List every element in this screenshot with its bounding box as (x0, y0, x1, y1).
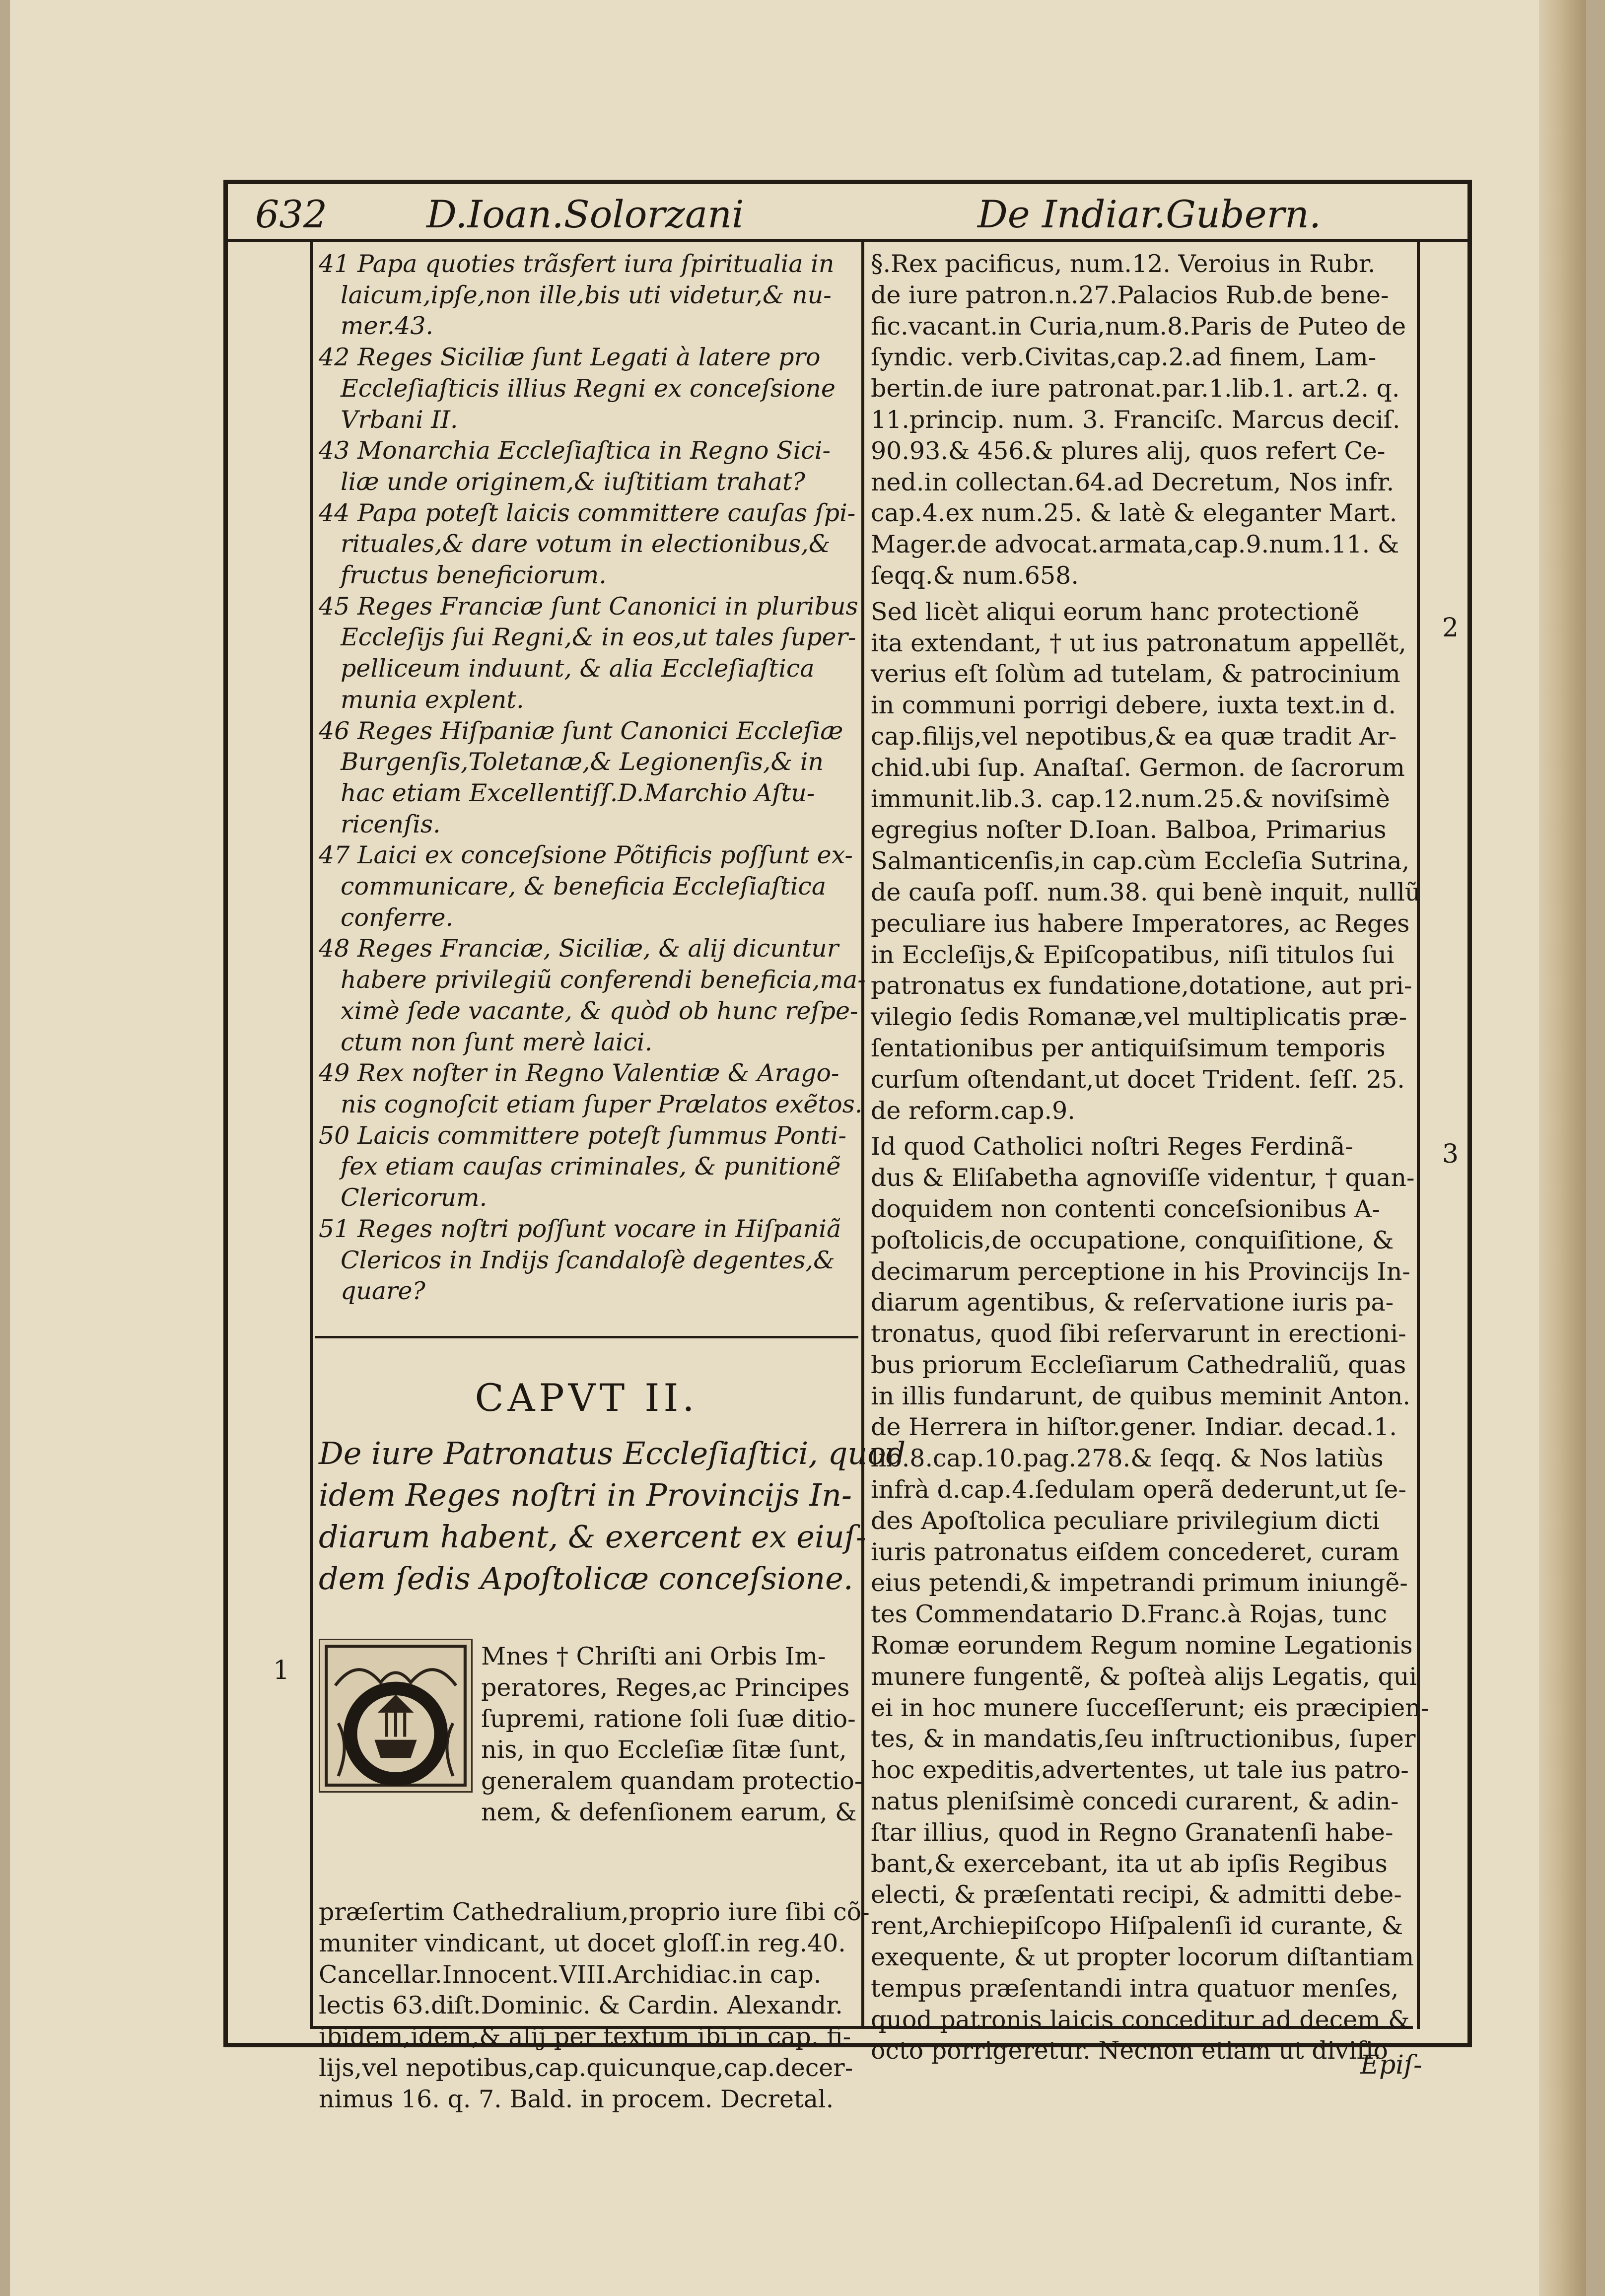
summary-line: 42 Reges Siciliæ ſunt Legati à latere pro (319, 343, 821, 372)
body-line: infrà d.cap.4.ſedulam operã dederunt,ut ſe- (871, 1475, 1406, 1504)
body-line: de Herrera in hiſtor.gener. Indiar. decad.1. (871, 1413, 1397, 1442)
body-line: nis, in quo Eccleſiæ ſitæ ſunt, (481, 1736, 847, 1764)
body-line: Cancellar.Innocent.VIII.Archidiac.in cap. (319, 1960, 822, 1989)
summary-line: laicum,ipſe,non ille,bis uti videtur,& nu- (341, 280, 832, 309)
body-line: 11.princip. num. 3. Franciſc. Marcus deciſ. (871, 405, 1400, 434)
body-line: tes Commendatario D.Franc.à Rojas, tunc (871, 1600, 1388, 1629)
body-line: octo porrigeretur. Necnon etiam ut diviſio (871, 2036, 1388, 2065)
catchword: Epiſ- (1360, 2050, 1422, 2080)
body-line: doquidem non contenti conceſsionibus A- (871, 1194, 1380, 1223)
summary-line: hac etiam Excellentiſſ.D.Marchio Aſtu- (341, 778, 815, 807)
body-line: lijs,vel nepotibus,cap.quicunque,cap.decer- (319, 2053, 853, 2082)
right-margin-rule (1417, 241, 1420, 2029)
body-line: patronatus ex fundatione,dotatione, aut pri- (871, 972, 1412, 1000)
summary-item (319, 591, 858, 716)
summary-line: Clericorum. (341, 1183, 488, 1212)
running-author: D.Ioan.Solorzani (426, 192, 744, 236)
chapter-rubric (319, 1433, 906, 1600)
body-line: quod patronis laicis conceditur ad decem & (871, 2005, 1410, 2034)
summary-line: Vrbani II. (341, 405, 458, 434)
body-line: muniter vindicant, ut docet gloſſ.in reg.40. (319, 1929, 846, 1957)
body-line: iuris patronatus eiſdem concederet, curam (871, 1537, 1399, 1566)
body-line: fic.vacant.in Curia,num.8.Paris de Puteo de (871, 312, 1406, 341)
body-line: des Apoſtolica peculiare privilegium dicti (871, 1506, 1380, 1535)
paragraph (871, 1131, 1429, 2067)
rubric-line: dem ſedis Apoſtolicæ conceſsione. (319, 1560, 853, 1597)
summary-item (319, 342, 855, 435)
summary-item (319, 1058, 863, 1120)
summary-line: 43 Monarchia Eccleſiaſtica in Regno Sici- (319, 436, 831, 465)
body-line: cap.4.ex num.25. & latè & eleganter Mart. (871, 499, 1397, 528)
summary-item (319, 840, 855, 933)
summary-line: pelliceum induunt, & alia Eccleſiaſtica (341, 654, 815, 683)
body-line: Salmanticenſis,in cap.cùm Eccleſia Sutrina, (871, 847, 1410, 876)
body-line: in illis fundarunt, de quibus meminit Anton. (871, 1382, 1410, 1410)
body-line: ſentationibus per antiquiſsimum temporis (871, 1034, 1386, 1062)
summary-line: 44 Papa poteſt laicis committere cauſas ſpi- (319, 498, 856, 527)
summary-item (319, 1214, 855, 1307)
page-number: 632 (255, 192, 328, 236)
body-line: de iure patron.n.27.Palacios Rub.de bene- (871, 280, 1389, 309)
body-line: ſupremi, ratione ſoli ſuæ ditio- (481, 1704, 856, 1733)
body-line: ibidem,idem,& alij per textum ibi in cap. fi- (319, 2022, 851, 2051)
summary-line: Eccleſijs ſui Regni,& in eos,ut tales ſuper- (341, 623, 856, 652)
body-line: generalem quandam protectio- (481, 1767, 863, 1796)
body-line: exequente, & ut propter locorum diſtantiam (871, 1943, 1414, 1972)
summary-line: 48 Reges Franciæ, Siciliæ, & alij dicuntur (319, 934, 839, 963)
rubric-line: De iure Patronatus Eccleſiaſtici, quod (319, 1435, 906, 1471)
body-line: ſeqq.& num.658. (871, 561, 1079, 590)
body-line: chid.ubi ſup. Anaſtaſ. Germon. de ſacrorum (871, 753, 1405, 782)
body-line: immunit.lib.3. cap.12.num.25.& noviſsimè (871, 784, 1390, 813)
body-line: Sed licèt aliqui eorum hanc protectionẽ (871, 597, 1359, 626)
summary-line: Eccleſiaſticis illius Regni ex conceſsione (341, 374, 836, 403)
header-rule (228, 239, 1467, 242)
chapter-heading: CAPVT II. (475, 1376, 698, 1420)
body-line: natus pleniſsimè concedi curarent, & adin- (871, 1787, 1399, 1816)
body-line: eius petendi,& impetrandi primum iniungẽ- (871, 1569, 1408, 1598)
body-line: hoc expeditis,advertentes, ut tale ius patro- (871, 1756, 1409, 1785)
paragraph (871, 597, 1421, 1127)
running-header (228, 184, 1467, 239)
body-line: Romæ eorundem Regum nomine Legationis (871, 1631, 1413, 1660)
summary-line: fex etiam cauſas criminales, & punitionẽ (341, 1152, 841, 1181)
summary-line: munia explent. (341, 685, 524, 714)
summary-line: rituales,& dare votum in electionibus,& (341, 530, 831, 558)
rubric-line: diarum habent, & exercent ex eiuſ- (319, 1519, 866, 1555)
body-line: diarum agentibus, & reſervatione iuris pa- (871, 1288, 1394, 1317)
body-line: bertin.de iure patronat.par.1.lib.1. art.2. q. (871, 374, 1400, 403)
summary-line: 47 Laici ex conceſsione Põtificis poſſunt ex- (319, 841, 853, 870)
summary-line: nis cognoſcit etiam ſuper Prælatos exẽtos. (341, 1090, 863, 1118)
body-line: in communi porrigi debere, iuxta text.in d. (871, 691, 1396, 720)
body-line: peratores, Reges,ac Principes (481, 1673, 850, 1702)
body-text-right (871, 249, 1429, 2067)
body-text-beside-initial (481, 1641, 863, 1828)
body-line: cap.filijs,vel nepotibus,& ea quæ tradit Ar- (871, 722, 1397, 751)
body-line: tempus præſentandi intra quatuor menſes, (871, 1974, 1399, 2003)
summary-item (319, 716, 855, 840)
body-line: tronatus, quod ſibi reſervarunt in erectioni- (871, 1320, 1406, 1348)
body-line: bus priorum Eccleſiarum Cathedraliũ, quas (871, 1350, 1406, 1379)
body-line: dus & Eliſabetha agnoviſſe videntur, † quan- (871, 1164, 1415, 1192)
summary-line: 50 Laicis committere poteſt ſummus Ponti- (319, 1121, 846, 1150)
body-line: munere fungentẽ, & poſteà alijs Legatis, qui (871, 1662, 1417, 1691)
body-line: lib.8.cap.10.pag.278.& ſeqq. & Nos latiùs (871, 1444, 1384, 1473)
body-line: electi, & præſentati recipi, & admitti debe- (871, 1880, 1402, 1909)
summary-item (319, 498, 855, 591)
summary-list (319, 249, 866, 1307)
body-line: lectis 63.diſt.Dominic. & Cardin. Alexandr. (319, 1991, 843, 2020)
body-line: de reform.cap.9. (871, 1096, 1075, 1125)
summary-line: Clericos in Indijs ſcandaloſè degentes,& (341, 1246, 835, 1274)
body-line: nem, & defenſionem earum, & (481, 1798, 857, 1826)
body-line: bant,& exercebant, ita ut ab ipſis Regibus (871, 1849, 1388, 1878)
summary-line: ricenſis. (341, 810, 441, 838)
summary-line: ximè ſede vacante, & quòd ob hunc reſpe- (341, 996, 858, 1025)
body-line: 90.93.& 456.& plures alij, quos refert Ce- (871, 436, 1386, 465)
body-line: verius eſt ſolùm ad tutelam, & patrocinium (871, 660, 1400, 689)
body-line: Mnes † Chriſti ani Orbis Im- (481, 1642, 826, 1670)
body-text-left (319, 1897, 870, 2115)
body-line: ei in hoc munere ſucceſſerunt; eis præcipien- (871, 1693, 1429, 1722)
body-line: ſyndic. verb.Civitas,cap.2.ad finem, Lam- (871, 343, 1377, 372)
body-line: §.Rex pacificus, num.12. Veroius in Rubr. (871, 250, 1376, 278)
body-line: decimarum perceptione in his Provincijs In- (871, 1257, 1410, 1286)
body-line: Id quod Catholici noſtri Reges Ferdinã- (871, 1132, 1353, 1161)
column-divider (861, 241, 864, 2029)
body-line: ita extendant, † ut ius patronatum appellẽt, (871, 628, 1406, 657)
paragraph (871, 249, 1414, 592)
body-line: egregius noſter D.Ioan. Balboa, Primarius (871, 816, 1387, 844)
summary-item (319, 435, 855, 497)
summary-line: liæ unde originem,& iuſtitiam trahat? (341, 467, 805, 496)
body-line: nimus 16. q. 7. Bald. in procem. Decretal. (319, 2085, 834, 2113)
summary-line: mer.43. (341, 312, 434, 341)
summary-separator (315, 1336, 858, 1338)
body-line: peculiare ius habere Imperatores, ac Reges (871, 909, 1410, 938)
decorated-initial (319, 1639, 473, 1793)
body-line: ſtar illius, quod in Regno Granatenſi habe- (871, 1818, 1394, 1847)
body-line: rent,Archiepiſcopo Hiſpalenſi id curante, & (871, 1912, 1403, 1941)
summary-item (319, 1120, 855, 1214)
page-edge (1539, 0, 1586, 2296)
summary-line: 49 Rex noſter in Regno Valentiæ & Arago- (319, 1059, 839, 1088)
text-frame (223, 180, 1472, 2113)
left-margin-rule (310, 241, 313, 2029)
summary-item (319, 933, 866, 1058)
body-line: Mager.de advocat.armata,cap.9.num.11. & (871, 530, 1399, 559)
body-line: de cauſa poſſ. num.38. qui benè inquit, nullũ (871, 878, 1421, 906)
summary-line: 51 Reges noſtri poſſunt vocare in Hiſpaniã (319, 1214, 841, 1243)
summary-line: quare? (341, 1277, 425, 1306)
margin-number-1: 1 (273, 1656, 290, 1685)
rubric-line: idem Reges noſtri in Provincijs In- (319, 1477, 852, 1513)
body-line: vilegio ſedis Romanæ,vel multiplicatis præ- (871, 1003, 1407, 1032)
body-line: tes, & in mandatis,ſeu inſtructionibus, ſuper (871, 1725, 1416, 1753)
body-line: præſertim Cathedralium,proprio iure ſibi cõ- (319, 1898, 870, 1926)
margin-number-3: 3 (1442, 1139, 1459, 1169)
summary-line: fructus beneficiorum. (341, 561, 607, 590)
body-line: curſum oſtendant,ut docet Trident. ſeſſ. 25. (871, 1065, 1405, 1094)
summary-line: Burgenſis,Toletanæ,& Legionenſis,& in (341, 748, 824, 776)
summary-line: 45 Reges Franciæ ſunt Canonici in pluribus (319, 592, 858, 621)
summary-line: habere privilegiũ conferendi beneficia,ma- (341, 966, 866, 994)
body-line: ned.in collectan.64.ad Decretum, Nos infr. (871, 468, 1395, 496)
body-line: poſtolicis,de occupatione, conquiſitione, & (871, 1226, 1394, 1254)
summary-line: ctum non ſunt merè laici. (341, 1028, 653, 1056)
summary-line: 41 Papa quoties trãsfert iura ſpiritualia in (319, 250, 835, 278)
summary-line: communicare, & beneficia Eccleſiaſtica (341, 872, 827, 901)
summary-item (319, 249, 855, 342)
body-line: in Eccleſijs,& Epiſcopatibus, niſi titulos ſui (871, 940, 1395, 969)
running-title: De Indiar.Gubern. (977, 192, 1321, 236)
summary-line: conferre. (341, 903, 454, 932)
summary-line: 46 Reges Hiſpaniæ ſunt Canonici Eccleſiæ (319, 716, 843, 745)
margin-number-2: 2 (1442, 613, 1459, 643)
ornament-initial-icon (320, 1640, 471, 1791)
book-page (10, 0, 1586, 2296)
